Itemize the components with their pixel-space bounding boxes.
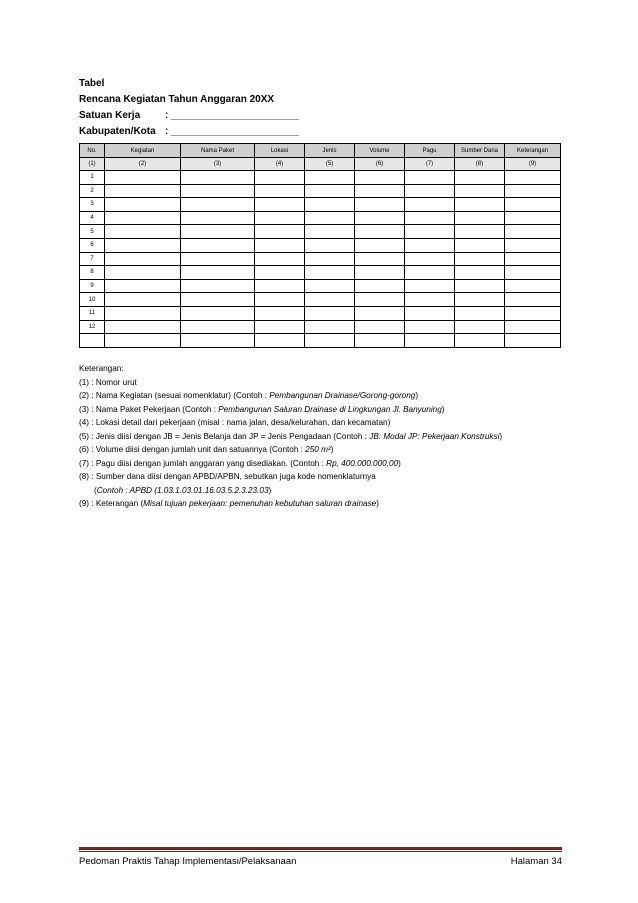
row-number: 11 — [80, 306, 105, 320]
table-cell — [455, 171, 505, 185]
table-cell — [505, 320, 561, 334]
table-cell — [255, 252, 305, 266]
note-9-close: ) — [376, 499, 379, 508]
table-cell — [505, 184, 561, 198]
note-3-text: (3) : Nama Paket Pekerjaan (Contoh : — [79, 404, 219, 414]
table-cell — [455, 293, 505, 307]
note-7-close: ) — [398, 458, 401, 468]
table-cell — [181, 334, 255, 348]
note-5-text: (5) : Jenis diisi dengan JB = Jenis Belanja dan JP = Jenis Pengadaan (Contoh : — [79, 431, 370, 441]
table-cell — [305, 306, 355, 320]
table-cell — [505, 238, 561, 252]
table-cell — [355, 238, 405, 252]
table-cell — [305, 334, 355, 348]
table-cell — [405, 252, 455, 266]
table-cell — [181, 279, 255, 293]
table-cell — [405, 211, 455, 225]
table-cell — [405, 266, 455, 280]
note-5-close: ) — [499, 431, 503, 441]
kabupaten-value: : _______________________ — [165, 126, 300, 137]
table-cell — [305, 293, 355, 307]
footer-rule-thin — [79, 851, 562, 852]
note-2 — [79, 389, 579, 403]
row-number: 10 — [80, 293, 105, 307]
table-cell — [355, 225, 405, 239]
row-number: 7 — [80, 252, 105, 266]
table-cell — [355, 171, 405, 185]
table-cell — [505, 198, 561, 212]
table-row — [80, 279, 561, 293]
table-cell — [255, 184, 305, 198]
table-cell — [405, 334, 455, 348]
table-cell — [255, 306, 305, 320]
table-cell — [255, 225, 305, 239]
table-cell — [255, 198, 305, 212]
table-cell — [405, 198, 455, 212]
table-cell — [455, 320, 505, 334]
col-number: (2) — [105, 158, 181, 171]
table-row — [80, 320, 561, 334]
table-cell — [305, 198, 355, 212]
row-number — [80, 334, 105, 348]
header-title-1: Tabel — [79, 78, 105, 89]
header-keterangan: Keterangan — [505, 144, 561, 158]
table-cell — [255, 334, 305, 348]
table-cell — [455, 198, 505, 212]
table-cell — [405, 320, 455, 334]
table-row — [80, 293, 561, 307]
table-cell — [105, 334, 181, 348]
header-volume: Volume — [355, 144, 405, 158]
note-8-continued — [79, 484, 579, 498]
table-cell — [355, 306, 405, 320]
table-row — [80, 225, 561, 239]
table-cell — [355, 252, 405, 266]
note-7-example: Rp, 400.000.000,00 — [326, 458, 399, 468]
table-cell — [355, 320, 405, 334]
rencana-kegiatan-table — [79, 143, 561, 348]
table-cell — [505, 266, 561, 280]
col-number: (5) — [305, 158, 355, 171]
note-9 — [79, 497, 579, 511]
row-number: 1 — [80, 171, 105, 185]
header-no: No. — [80, 144, 105, 158]
table-cell — [505, 293, 561, 307]
satuan-kerja-value: : _______________________ — [165, 110, 300, 121]
table-cell — [455, 266, 505, 280]
table-cell — [505, 306, 561, 320]
column-number-row — [80, 158, 561, 171]
table-cell — [355, 266, 405, 280]
table-row — [80, 266, 561, 280]
table-row — [80, 252, 561, 266]
table-cell — [181, 211, 255, 225]
satuan-kerja-row — [79, 108, 299, 124]
table-cell — [355, 211, 405, 225]
note-9-example: Misal tujuan pekerjaan: pemenuhan kebutuhan saluran drainase — [143, 499, 377, 508]
table-cell — [405, 306, 455, 320]
table-cell — [181, 225, 255, 239]
header-sumber-dana: Sumber Dana — [455, 144, 505, 158]
col-number: (8) — [455, 158, 505, 171]
footer-rule-thick — [79, 847, 562, 850]
header-lokasi: Lokasi — [255, 144, 305, 158]
table-cell — [105, 293, 181, 307]
table-cell — [455, 211, 505, 225]
row-number: 12 — [80, 320, 105, 334]
row-number: 6 — [80, 238, 105, 252]
header-title-2: Rencana Kegiatan Tahun Anggaran 20XX — [79, 94, 275, 105]
table-cell — [181, 293, 255, 307]
note-8-open: ( — [94, 485, 97, 495]
note-7-text: (7) : Pagu diisi dengan jumlah anggaran yang disediakan. (Contoh : — [79, 458, 327, 468]
note-6-close: ) — [330, 445, 334, 454]
table-cell — [105, 211, 181, 225]
table-cell — [505, 279, 561, 293]
table-cell — [105, 320, 181, 334]
col-number: (4) — [255, 158, 305, 171]
table-header-row — [80, 144, 561, 158]
table-cell — [105, 198, 181, 212]
table-cell — [105, 279, 181, 293]
note-1: (1) : Nomor urut — [79, 377, 137, 387]
note-7 — [79, 457, 579, 471]
table-cell — [405, 279, 455, 293]
table-cell — [355, 334, 405, 348]
table-cell — [355, 293, 405, 307]
table-cell — [505, 171, 561, 185]
col-number: (6) — [355, 158, 405, 171]
keterangan-notes — [79, 362, 579, 511]
header-kegiatan: Kegiatan — [105, 144, 181, 158]
table-cell — [255, 171, 305, 185]
table-row — [80, 184, 561, 198]
note-2-close: ) — [415, 391, 419, 400]
table-cell — [305, 184, 355, 198]
table-row — [80, 238, 561, 252]
note-8-close: ) — [268, 485, 272, 495]
table-cell — [405, 225, 455, 239]
table-cell — [105, 171, 181, 185]
table-cell — [455, 238, 505, 252]
note-5 — [79, 430, 579, 444]
table-cell — [455, 279, 505, 293]
table-cell — [181, 252, 255, 266]
col-number: (7) — [405, 158, 455, 171]
table-cell — [305, 279, 355, 293]
row-number: 9 — [80, 279, 105, 293]
satuan-kerja-label: Satuan Kerja — [79, 110, 141, 121]
table-cell — [355, 184, 405, 198]
table-cell — [181, 306, 255, 320]
kabupaten-label: Kabupaten/Kota — [79, 126, 156, 137]
table-cell — [255, 266, 305, 280]
table-cell — [181, 171, 255, 185]
table-cell — [105, 225, 181, 239]
table-cell — [255, 238, 305, 252]
table-row — [80, 198, 561, 212]
col-number: (1) — [80, 158, 105, 171]
table-cell — [255, 320, 305, 334]
table-cell — [181, 266, 255, 280]
table-cell — [181, 238, 255, 252]
table-row — [80, 171, 561, 185]
table-cell — [455, 306, 505, 320]
table-cell — [105, 184, 181, 198]
table-cell — [181, 184, 255, 198]
table-cell — [455, 334, 505, 348]
table-cell — [455, 225, 505, 239]
table-cell — [305, 171, 355, 185]
table-cell — [105, 238, 181, 252]
page-number: Halaman 34 — [510, 856, 562, 867]
note-8: (8) : Sumber dana diisi dengan APBD/APBN, sebutkan juga kode nomenklaturnya — [79, 472, 376, 481]
table-cell — [305, 320, 355, 334]
table-cell — [405, 238, 455, 252]
note-6-text: (6) : Volume diisi dengan jumlah unit dan satuannya (Contoh : — [79, 445, 306, 454]
row-number: 5 — [80, 225, 105, 239]
table-cell — [505, 225, 561, 239]
table-cell — [305, 225, 355, 239]
table-cell — [405, 184, 455, 198]
header-nama-paket: Nama Paket — [181, 144, 255, 158]
table-cell — [405, 171, 455, 185]
header-pagu: Pagu — [405, 144, 455, 158]
table-cell — [105, 266, 181, 280]
note-8-example: Contoh : APBD (1.03.1.03.01.16.03.5.2.3.23.03 — [96, 485, 269, 495]
table-cell — [405, 293, 455, 307]
table-cell — [305, 252, 355, 266]
row-number: 4 — [80, 211, 105, 225]
table-cell — [355, 198, 405, 212]
table-cell — [305, 238, 355, 252]
table-cell — [105, 252, 181, 266]
table-cell — [255, 293, 305, 307]
note-9-text: (9) : Keterangan ( — [79, 499, 144, 508]
table-cell — [505, 334, 561, 348]
note-3 — [79, 403, 579, 417]
table-row — [80, 306, 561, 320]
note-4: (4) : Lokasi detail dari pekerjaan (misal : nama jalan, desa/kelurahan, dan kecamatan) — [79, 418, 391, 427]
notes-heading: Keterangan: — [79, 364, 124, 373]
table-cell — [455, 252, 505, 266]
header-jenis: Jenis — [305, 144, 355, 158]
note-6 — [79, 443, 579, 457]
footer-title: Pedoman Praktis Tahap Implementasi/Pelaksanaan — [79, 856, 297, 867]
note-3-example: Pembangunan Saluran Drainase di Lingkungan Jl. Banyuning — [218, 404, 442, 414]
note-2-text: (2) : Nama Kegiatan (sesuai nomenklatur) (Contoh : — [79, 391, 270, 400]
table-cell — [455, 184, 505, 198]
table-cell — [255, 211, 305, 225]
table-cell — [355, 279, 405, 293]
note-6-example: 250 m² — [305, 445, 331, 454]
note-2-example: Pembangunan Drainase/Gorong-gorong — [269, 391, 416, 400]
table-cell — [181, 198, 255, 212]
row-number: 2 — [80, 184, 105, 198]
note-3-close: ) — [441, 404, 445, 414]
table-row — [80, 211, 561, 225]
row-number: 8 — [80, 266, 105, 280]
note-5-example: JB: Modal JP: Pekerjaan Konstruksi — [369, 431, 500, 441]
table-cell — [181, 320, 255, 334]
table-cell — [255, 279, 305, 293]
table-cell — [305, 266, 355, 280]
table-row — [80, 334, 561, 348]
table-cell — [505, 211, 561, 225]
table-cell — [105, 306, 181, 320]
table-cell — [305, 211, 355, 225]
col-number: (9) — [505, 158, 561, 171]
row-number: 3 — [80, 198, 105, 212]
table-cell — [505, 252, 561, 266]
document-header — [79, 76, 299, 140]
col-number: (3) — [181, 158, 255, 171]
kabupaten-row — [79, 124, 299, 140]
